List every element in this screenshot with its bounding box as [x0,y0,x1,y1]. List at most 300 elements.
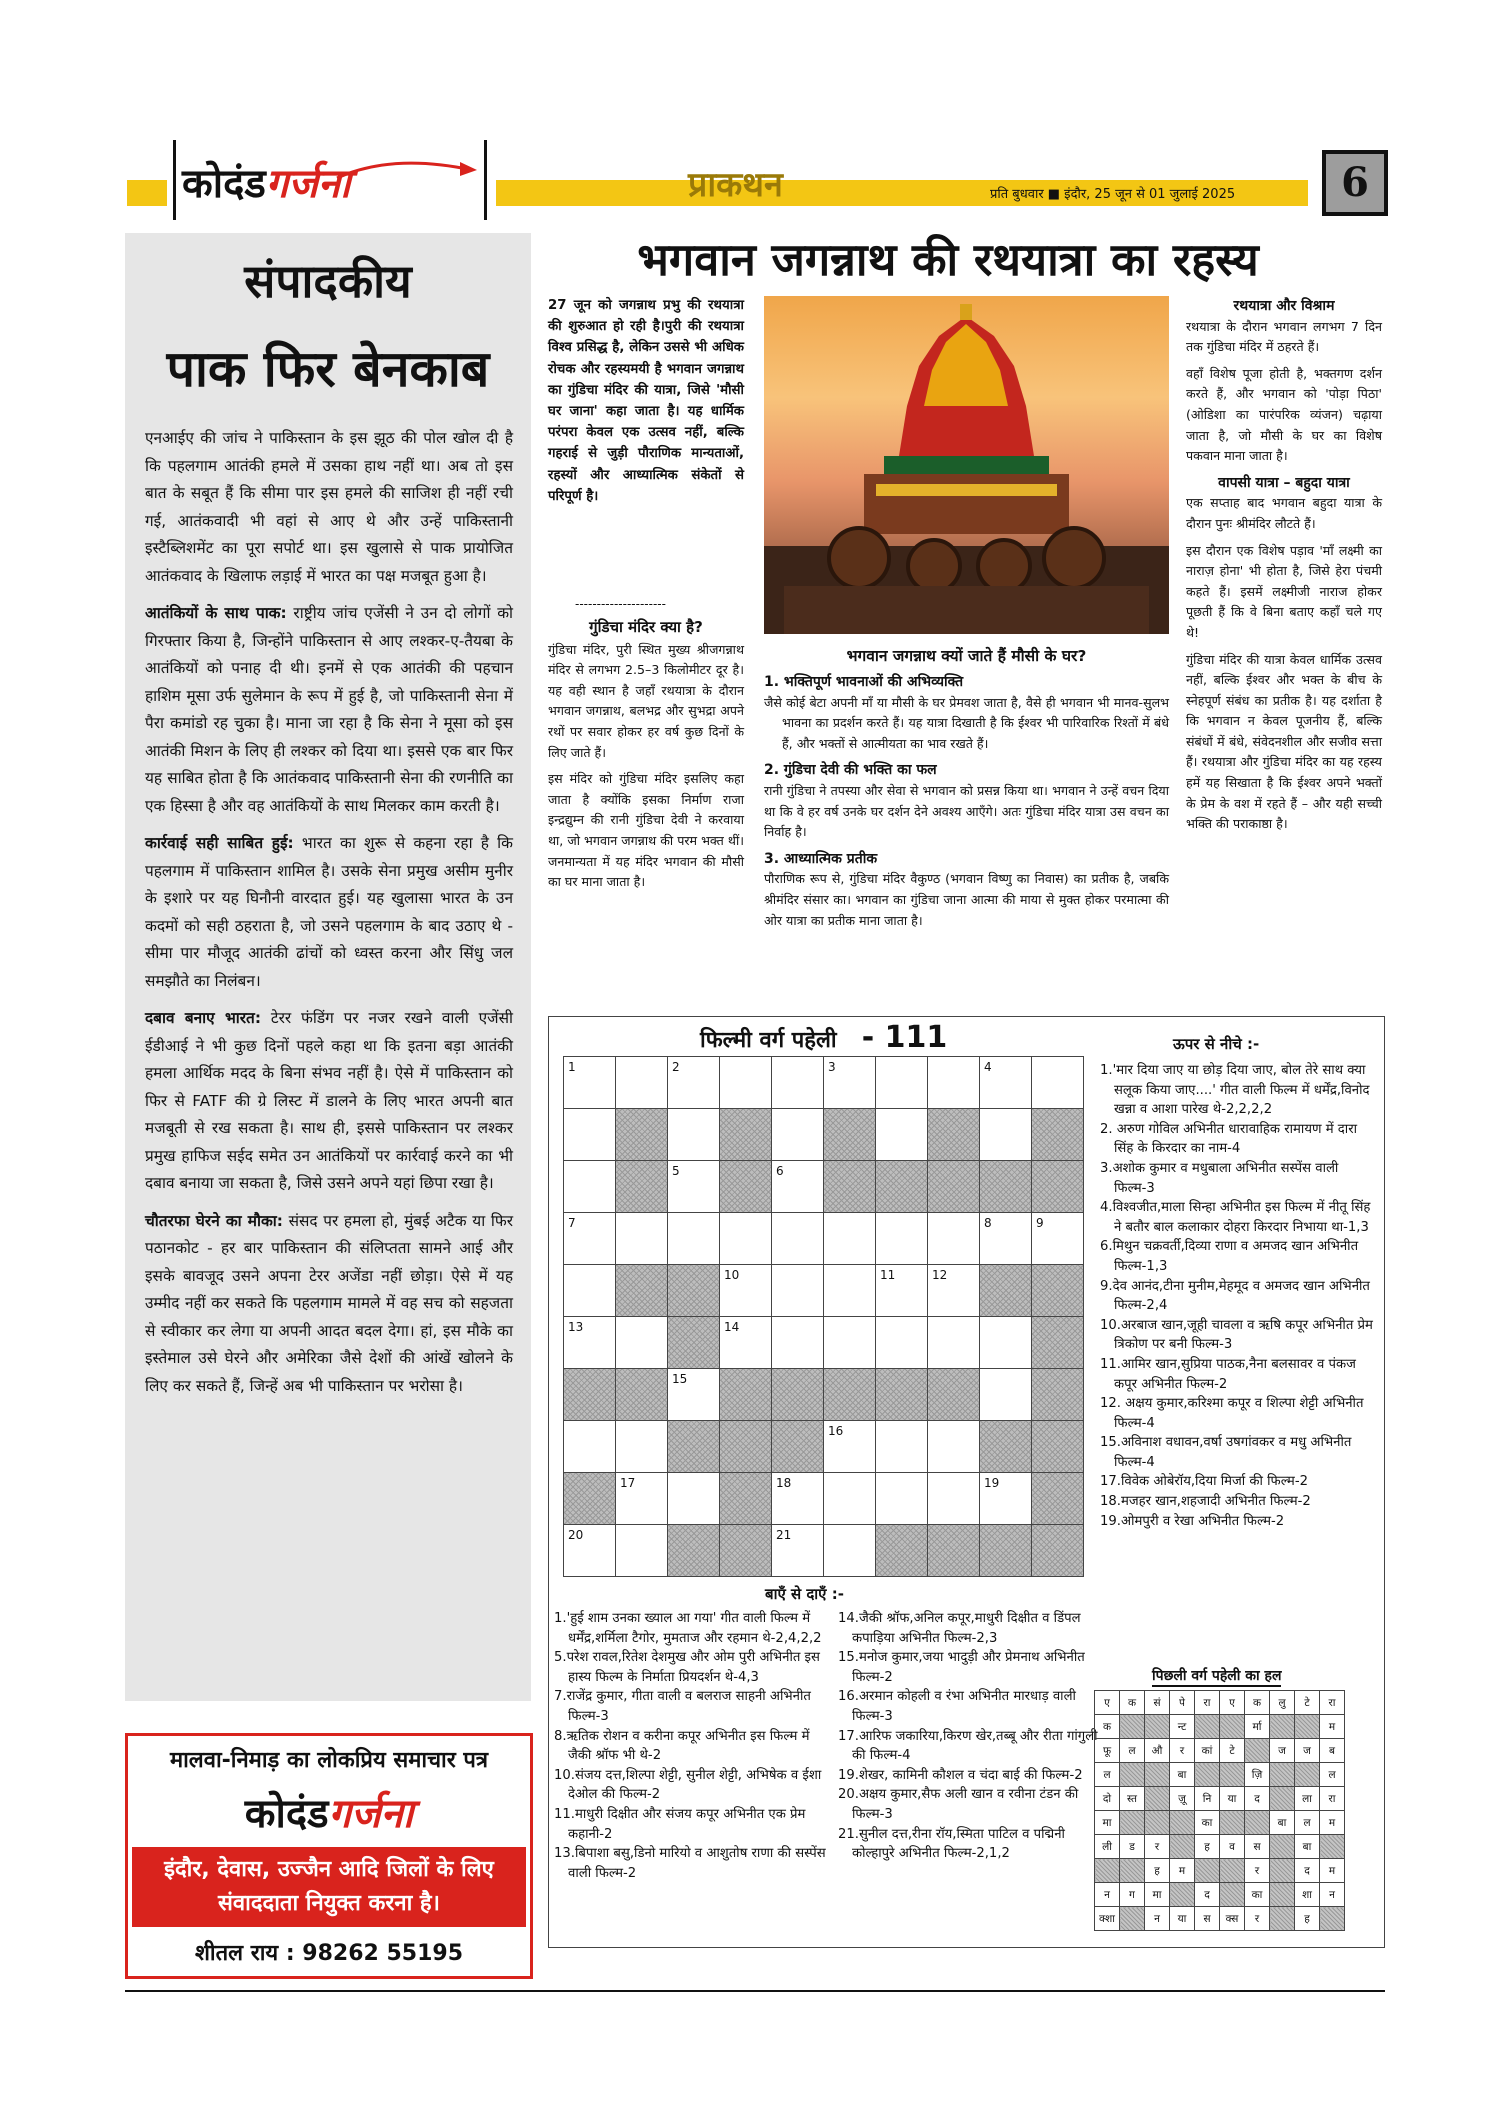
ad-contact: शीतल राय : 98262 55195 [194,1941,464,1966]
crossword-clue-number: 10 [724,1268,740,1282]
solution-cell: स [1195,1907,1220,1931]
solution-cell: ज [1270,1739,1295,1763]
point1-heading: 1. भक्तिपूर्ण भावनाओं की अभिव्यक्ति [764,674,964,690]
crossword-cell [824,1057,876,1109]
masthead-divider [173,140,176,220]
crossword-clue-number: 12 [932,1268,948,1282]
crossword-block-cell [616,1369,668,1421]
solution-block-cell [1120,1811,1145,1835]
crossword-block-cell [772,1421,824,1473]
crossword-block-cell [616,1109,668,1161]
crossword-block-cell [928,1161,980,1213]
crossword-cell [928,1317,980,1369]
crossword-cell [876,1213,928,1265]
section-title: प्राकथन [688,165,783,205]
crossword-clue-number: 7 [568,1216,576,1230]
solution-cell: या [1170,1907,1195,1931]
clue-item: 9.देव आनंद,टीना मुनीम,मेहमूद व अमजद खान अभिनीत फिल्म-2,4 [1100,1278,1370,1314]
crossword-clue-number: 18 [776,1476,792,1490]
crossword-cell [772,1109,824,1161]
solution-cell: ड [1120,1835,1145,1859]
solution-cell: र [1245,1907,1270,1931]
crossword-clue-number: 11 [880,1268,896,1282]
crossword-block-cell [668,1317,720,1369]
editorial-paragraph: चौतरफा घेरने का मौका: संसद पर हमला हो, मुंबई अटैक या फिर पठानकोट - हर बार पाकिस्तान की संलिप्तता सामने आई और इसके बावजूद उसने अपना टेरर अजेंडा नहीं छोड़ा। ऐसे में यह उम्मीद नहीं कर सकते कि पहलगाम मामले में वह सच को सहजता से स्वीकार कर लेगा या अपनी आदत बदल देगा। हां, इस मौके का इस्तेमाल उसे घेरने और अमेरिका जैसे देशों की आंखें खोलने के लिए कर सकते हैं, जिन्हें अब भी पाकिस्तान पर भरोसा है। [145,1211,513,1395]
solution-cell: म [1320,1811,1345,1835]
solution-cell: ह [1295,1907,1320,1931]
masthead-yellow-bar-left [127,180,167,206]
editorial-column [125,233,531,1701]
clue-item: 18.मजहर खान,शहजादी अभिनीत फिल्म-2 [1100,1494,1311,1510]
crossword-block-cell [824,1109,876,1161]
solution-block-cell [1170,1883,1195,1907]
solution-block-cell [1095,1859,1120,1883]
crossword-cell [824,1213,876,1265]
crossword-clue-number: 15 [672,1372,688,1386]
crossword-clue-number: 17 [620,1476,636,1490]
crossword-clue-number: 9 [1036,1216,1044,1230]
solution-block-cell [1220,1715,1245,1739]
crossword-block-cell [668,1525,720,1577]
solution-cell: या [1220,1787,1245,1811]
crossword-cell [876,1317,928,1369]
crossword-title [700,1020,947,1055]
clue-item: 17.आरिफ जकारिया,किरण खेर,तब्बू और रीता गांगुली की फिल्म-4 [838,1728,1098,1764]
clue-item: 17.विवेक ओबेरॉय,दिया मिर्जा की फिल्म-2 [1100,1474,1308,1490]
crossword-cell [980,1473,1032,1525]
crossword-block-cell [928,1525,980,1577]
crossword-cell [668,1161,720,1213]
crossword-cell [668,1057,720,1109]
solution-block-cell [1270,1859,1295,1883]
solution-cell: ज [1295,1739,1320,1763]
crossword-clue-number: 16 [828,1424,844,1438]
clue-item: 10.संजय दत्त,शिल्पा शेट्टी, सुनील शेट्टी, अभिषेक व ईशा देओल की फिल्म-2 [554,1767,822,1803]
down-clues [1100,1061,1380,1531]
solution-cell: ह [1195,1835,1220,1859]
solution-block-cell [1220,1859,1245,1883]
solution-cell: म [1320,1715,1345,1739]
solution-cell: क्शा [1095,1907,1120,1931]
crossword-cell [720,1057,772,1109]
crossword-block-cell [876,1525,928,1577]
crossword-cell [616,1057,668,1109]
crossword-block-cell [1032,1421,1084,1473]
crossword-block-cell [928,1109,980,1161]
solution-cell: व [1220,1835,1245,1859]
down-heading: ऊपर से नीचे :- [1173,1035,1260,1053]
crossword-cell [980,1057,1032,1109]
logo-text-garjana: गर्जना [265,161,351,207]
crossword-block-cell [1032,1369,1084,1421]
solution-cell: स [1245,1835,1270,1859]
solution-block-cell [1270,1715,1295,1739]
solution-cell: टे [1295,1691,1320,1715]
solution-block-cell [1270,1883,1295,1907]
rath-chariot-photo [764,296,1169,634]
crossword-block-cell [928,1369,980,1421]
crossword-cell [720,1317,772,1369]
across-heading: बाएँ से दाएँ :- [765,1585,844,1603]
solution-cell: न [1145,1907,1170,1931]
crossword-block-cell [616,1161,668,1213]
clue-item: 11.माधुरी दिक्षीत और संजय कपूर अभिनीत एक प्रेम कहानी-2 [554,1806,806,1842]
crossword-cell [876,1473,928,1525]
clue-item: 10.अरबाज खान,जूही चावला व ऋषि कपूर अभिनीत प्रेम त्रिकोण पर बनी फिल्म-3 [1100,1317,1373,1353]
crossword-cell [564,1421,616,1473]
crossword-cell [980,1317,1032,1369]
solution-cell: लु [1270,1691,1295,1715]
solution-cell: र [1170,1739,1195,1763]
solution-cell: म [1320,1859,1345,1883]
solution-cell: न्ट [1170,1715,1195,1739]
clue-item: 4.विश्वजीत,माला सिन्हा अभिनीत इस फिल्म में नीतू सिंह ने बतौर बाल कलाकार दोहरा किरदार निभाया था-1,3 [1100,1200,1371,1235]
solution-cell: फू [1095,1739,1120,1763]
clue-item: 21.सुनील दत्त,रीना रॉय,स्मिता पाटिल व पद्मिनी कोल्हापुरे अभिनीत फिल्म-2,1,2 [838,1826,1065,1862]
solution-block-cell [1195,1859,1220,1883]
solution-block-cell [1195,1763,1220,1787]
crossword-cell [668,1369,720,1421]
solution-block-cell [1270,1763,1295,1787]
crossword-cell [980,1213,1032,1265]
article-intro: 27 जून को जगन्नाथ प्रभु की रथयात्रा की शुरुआत हो रही है।पुरी की रथयात्रा विश्व प्रसिद्ध है, लेकिन उससे भी अधिक रोचक और रहस्यमयी है भगवान जगन्नाथ का गुंडिचा मंदिर की यात्रा, जिसे 'मौसी घर जाना' कहा जाता है। यह धार्मिक परंपरा केवल एक उत्सव नहीं, बल्कि गहराई से जुड़ी पौराणिक मान्यताओं, रहस्यों और आध्यात्मिक संकेतों से परिपूर्ण है। [548,298,744,504]
solution-cell: सं [1145,1691,1170,1715]
crossword-block-cell [668,1421,720,1473]
editorial-paragraph: दबाव बनाए भारत: टेरर फंडिंग पर नजर रखने वाली एजेंसी ईडीआई ने भी कुछ दिनों पहले कहा था कि इतना बड़ा आतंकी हमला आर्थिक मदद के बिना संभव नहीं है। ऐसे में पाकिस्तान को फिर से FATF की ग्रे लिस्ट में डालने के लिए भारत अपनी बात मजबूती से रख सकता है। साथ ही, इससे पाकिस्तान पर लश्कर प्रमुख हाफिज सईद समेत उन आतंकियों पर कार्रवाई करने का भी दबाव बनाया जा सकता है, जिसे उसने अपने यहां छिपा रखा है। [145,1009,513,1192]
solution-cell: मा [1145,1883,1170,1907]
solution-cell: ज़ू [1170,1787,1195,1811]
crossword-block-cell [980,1161,1032,1213]
solution-cell: रा [1320,1691,1345,1715]
solution-cell: ज़ि [1245,1763,1270,1787]
crossword-block-cell [980,1525,1032,1577]
solution-cell: क्स [1220,1907,1245,1931]
solution-block-cell [1145,1715,1170,1739]
crossword-cell [1032,1213,1084,1265]
clue-item: 16.अरमान कोहली व रंभा अभिनीत मारधाड़ वाली फिल्म-3 [838,1689,1076,1724]
crossword-clue-number: 21 [776,1528,792,1542]
crossword-cell [772,1317,824,1369]
crossword-block-cell [564,1473,616,1525]
solution-block-cell [1170,1811,1195,1835]
crossword-cell [928,1213,980,1265]
dateline: प्रति बुधवार ■ इंदौर, 25 जून से 01 जुलाई 2025 [990,187,1236,202]
crossword-block-cell [720,1161,772,1213]
return-paragraph-2: इस दौरान एक विशेष पड़ाव 'माँ लक्ष्मी का नाराज़ होना' भी होता है, जिसे हेरा पंचमी कहते हैं। इसमें लक्ष्मीजी नाराज होकर पूछती हैं कि वे बिना बताए कहाँ चले गए थे! [1186,542,1382,640]
solution-cell: क [1245,1691,1270,1715]
crossword-cell [564,1265,616,1317]
rest-paragraph-1: रथयात्रा के दौरान भगवान लगभग 7 दिन तक गुंडिचा मंदिर में ठहरते हैं। [1186,318,1382,355]
crossword-cell [928,1421,980,1473]
solution-block-cell [1320,1907,1345,1931]
across-clues-col1 [554,1609,832,1883]
clue-item: 20.अक्षय कुमार,सैफ अली खान व रवीना टंडन की फिल्म-3 [838,1787,1079,1822]
solution-block-cell [1295,1715,1320,1739]
crossword-cell [928,1265,980,1317]
crossword-block-cell [616,1265,668,1317]
crossword-cell [720,1213,772,1265]
crossword-cell [668,1473,720,1525]
gundicha-section [548,617,744,899]
advertisement-box [125,1733,533,1979]
crossword-cell [564,1213,616,1265]
crossword-cell [564,1525,616,1577]
rest-paragraph-2: वहाँ विशेष पूजा होती है, भक्तगण दर्शन करते हैं, और भगवान को 'पोड़ा पिठा' (ओडिशा का पारंपरिक व्यंजन) चढ़ाया जाता है, जो मौसी के घर का विशेष पकवान माना जाता है। [1186,365,1382,464]
crossword-clue-number: 4 [984,1060,992,1074]
clue-item: 14.जैकी श्रॉफ,अनिल कपूर,माधुरी दिक्षीत व डिंपल कपाड़िया अभिनीत फिल्म-2,3 [838,1611,1081,1646]
crossword-clue-number: 8 [984,1216,992,1230]
crossword-clue-number: 1 [568,1060,576,1074]
crossword-clue-number: 2 [672,1060,680,1074]
solution-block-cell [1120,1763,1145,1787]
solution-cell: क [1120,1691,1145,1715]
crossword-block-cell [668,1265,720,1317]
crossword-cell [668,1109,720,1161]
crossword-block-cell [876,1161,928,1213]
solution-block-cell [1270,1835,1295,1859]
crossword-cell [616,1525,668,1577]
solution-cell: द [1195,1883,1220,1907]
editorial-body [125,425,531,1400]
solution-block-cell [1245,1811,1270,1835]
editorial-label: संपादकीय [244,254,412,308]
crossword-block-cell [1032,1109,1084,1161]
clue-item: 6.मिथुन चक्रवर्ती,दिव्या राणा व अमजद खान अभिनीत फिल्म-1,3 [1100,1239,1359,1274]
crossword-block-cell [720,1473,772,1525]
solution-cell: ह [1145,1859,1170,1883]
solution-cell: दो [1095,1787,1120,1811]
crossword-block-cell [980,1421,1032,1473]
crossword-cell [616,1421,668,1473]
crossword-cell [772,1057,824,1109]
crossword-block-cell [824,1369,876,1421]
crossword-block-cell [720,1369,772,1421]
crossword-cell [876,1421,928,1473]
solution-cell: ल [1095,1763,1120,1787]
crossword-block-cell [1032,1161,1084,1213]
crossword-block-cell [720,1525,772,1577]
solution-block-cell [1120,1907,1145,1931]
solution-block-cell [1270,1907,1295,1931]
crossword-block-cell [1032,1265,1084,1317]
crossword-clue-number: 13 [568,1320,584,1334]
ad-logo: कोदंडगर्जना [244,1791,414,1837]
solution-cell: ला [1295,1787,1320,1811]
solution-block-cell [1320,1835,1345,1859]
solution-cell: ए [1095,1691,1120,1715]
crossword-title-text: फिल्मी वर्ग पहेली [700,1028,837,1053]
crossword-block-cell [824,1161,876,1213]
crossword-cell [772,1473,824,1525]
crossword-cell [928,1057,980,1109]
crossword-cell [928,1473,980,1525]
solution-cell: ली [1095,1835,1120,1859]
crossword-cell [616,1317,668,1369]
crossword-cell [772,1265,824,1317]
gundicha-paragraph-1: गुंडिचा मंदिर, पुरी स्थित मुख्य श्रीजगन्नाथ मंदिर से लगभग 2.5–3 किलोमीटर दूर है। यह वही स्थान है जहाँ रथयात्रा के दौरान भगवान जगन्नाथ, बलभद्र और सुभद्रा अपने रथों पर सवार होकर हर वर्ष कुछ दिनों के लिए जाते हैं। [548,641,744,760]
solution-cell: ल [1320,1763,1345,1787]
solution-cell: बा [1170,1763,1195,1787]
solution-cell: पे [1170,1691,1195,1715]
editorial-paragraph: कार्रवाई सही साबित हुई: भारत का शुरू से कहना रहा है कि पहलगाम में पाकिस्तान शामिल है। उसके सेना प्रमुख असीम मुनीर के इशारे पर यह घिनौनी वारदात हुई। यह खुलासा भारत के उन कदमों को सही ठहराता है, जो उसने पहलगाम के बाद उठाए थे - सीमा पार मौजूद आतंकी ढांचों को ध्वस्त करना और सिंधु जल समझौते का निलंबन। [145,834,513,990]
crossword-block-cell [1032,1473,1084,1525]
solution-cell: ब [1320,1739,1345,1763]
solution-cell: द [1295,1859,1320,1883]
crossword-cell [876,1265,928,1317]
editorial-paragraph: आतंकियों के साथ पाक: राष्ट्रीय जांच एजेंसी ने उन दो लोगों को गिरफ्तार किया है, जिन्होंने पाकिस्तान से आए लश्कर-ए-तैयबा के आतंकियों को पनाह दी थी। इनमें से एक आतंकी की पहचान हाशिम मूसा उर्फ सुलेमान के रूप में हुई है, जो पाकिस्तानी सेना में पैरा कमांडो रह चुका है। माना जा रहा है कि सेना ने मूसा को इस आतंकी मिशन के लिए ही लश्कर को दिया था। इससे एक बार फिर यह साबित होता है कि आतंकवाद पाकिस्तानी सेना की रणनीति का एक हिस्सा है और वह आतंकियों के साथ मिलकर काम करती है। [145,604,513,815]
clue-item: 1.'हुई शाम उनका ख्याल आ गया' गीत वाली फिल्म में धर्मेंद्र,शर्मिला टैगोर, मुमताज और रहमान थे-2,4,2,2 [554,1611,822,1646]
solution-cell: र [1145,1835,1170,1859]
crossword-cell [564,1317,616,1369]
solution-block-cell [1145,1811,1170,1835]
solution-cell: नि [1195,1787,1220,1811]
crossword-block-cell [1032,1525,1084,1577]
solution-cell: र [1245,1859,1270,1883]
clue-item: 15.मनोज कुमार,जया भादुड़ी और प्रेमनाथ अभिनीत फिल्म-2 [838,1650,1085,1685]
solution-block-cell [1220,1883,1245,1907]
return-heading: वापसी यात्रा – बहुदा यात्रा [1218,474,1350,491]
solution-block-cell [1120,1859,1145,1883]
arrow-logo-icon [332,148,482,188]
point3-heading: 3. आध्यात्मिक प्रतीक [764,850,878,867]
solution-cell: ल [1295,1811,1320,1835]
point2-text: रानी गुंडिचा ने तपस्या और सेवा से भगवान को प्रसन्न किया था। भगवान ने उन्हें वचन दिया था कि वे हर वर्ष उनके घर दर्शन देने अवश्य आएँगे। अतः गुंडिचा मंदिर यात्रा उस वचन का निर्वाह है। [764,782,1169,840]
article-headline: भगवान जगन्नाथ की रथयात्रा का रहस्य [637,233,1259,286]
crossword-cell [876,1057,928,1109]
solution-cell: कां [1195,1739,1220,1763]
solution-cell: ग [1120,1883,1145,1907]
crossword-cell [564,1057,616,1109]
solution-block-cell [1145,1763,1170,1787]
solution-cell: ल [1120,1739,1145,1763]
crossword-cell [824,1525,876,1577]
rest-section [1186,296,1382,841]
ad-tagline: मालवा-निमाड़ का लोकप्रिय समाचार पत्र [169,1748,489,1773]
crossword-block-cell [564,1369,616,1421]
clue-item: 5.परेश रावल,रितेश देशमुख और ओम पुरी अभिनीत इस हास्य फिल्म के निर्माता प्रियदर्शन थे-4,3 [554,1650,820,1685]
crossword-cell [824,1265,876,1317]
crossword-cell [980,1369,1032,1421]
crossword-clue-number: 20 [568,1528,584,1542]
crossword-cell [824,1421,876,1473]
solution-cell: स्त [1120,1787,1145,1811]
solution-cell: मा [1095,1811,1120,1835]
solution-cell: औ [1145,1739,1170,1763]
solution-block-cell [1220,1763,1245,1787]
masthead-logo [182,154,351,214]
crossword-cell [616,1473,668,1525]
crossword-cell [720,1265,772,1317]
crossword-cell [772,1525,824,1577]
clue-item: 19.ओमपुरी व रेखा अभिनीत फिल्म-2 [1100,1513,1285,1529]
crossword-block-cell [772,1369,824,1421]
crossword-grid [563,1056,1084,1577]
clue-item: 11.आमिर खान,सुप्रिया पाठक,नैना बलसावर व पंकज कपूर अभिनीत फिल्म-2 [1100,1356,1356,1392]
crossword-block-cell [980,1265,1032,1317]
solution-cell: टे [1220,1739,1245,1763]
clue-item: 19.शेखर, कामिनी कौशल व चंदा बाई की फिल्म-2 [838,1767,1083,1783]
solution-block-cell [1245,1739,1270,1763]
solution-block-cell [1120,1715,1145,1739]
crossword-clue-number: 3 [828,1060,836,1074]
solution-block-cell [1220,1811,1245,1835]
return-paragraph-1: एक सप्ताह बाद भगवान बहुदा यात्रा के दौरान पुनः श्रीमंदिर लौटते हैं। [1186,495,1382,531]
solution-cell: बा [1270,1811,1295,1835]
solution-cell: रा [1320,1787,1345,1811]
crossword-cell [668,1213,720,1265]
crossword-cell [876,1109,928,1161]
crossword-block-cell [720,1421,772,1473]
solution-cell: का [1245,1883,1270,1907]
article-divider: --------------------- [575,597,666,611]
point3-text: पौराणिक रूप से, गुंडिचा मंदिर वैकुण्ठ (भगवान विष्णु का निवास) का प्रतीक है, जबकि श्रीमंदिर संसार का। भगवान का गुंडिचा जाना आत्मा की माया से मुक्त होकर परमात्मा की ओर यात्रा का प्रतीक माना जाता है। [764,871,1169,928]
solution-cell: द [1245,1787,1270,1811]
masthead-divider-2 [484,140,487,220]
rest-heading: रथयात्रा और विश्राम [1233,298,1335,314]
crossword-cell [616,1213,668,1265]
crossword-cell [564,1161,616,1213]
clue-item: 15.अविनाश वधावन,वर्षा उषगांवकर व मधु अभिनीत फिल्म-4 [1100,1435,1352,1470]
crossword-cell [1032,1057,1084,1109]
rath-chariot-icon [764,296,1169,634]
clue-item: 3.अशोक कुमार व मधुबाला अभिनीत सस्पेंस वाली फिल्म-3 [1100,1160,1339,1196]
crossword-clue-number: 6 [776,1164,784,1178]
bottom-rule [125,1990,1385,1992]
crossword-cell [772,1161,824,1213]
logo-text-kodand: कोदंड [182,161,266,207]
editorial-paragraph: एनआईए की जांच ने पाकिस्तान के इस झूठ की पोल खोल दी है कि पहलगाम आतंकी हमले में उसका हाथ नहीं था। अब तो इस बात के सबूत हैं कि सीमा पार इस हमले की साजिश ही नहीं रची गई, आतंकवादी भी वहां से आए थे और उन्हें पाकिस्तानी इस्टैब्लिशमेंट का पूरा सपोर्ट था। इस खुलासे से पाक प्रायोजित आतंकवाद के खिलाफ लड़ाई में भारत का पक्ष मजबूत हुआ है। [145,429,513,585]
solution-cell: रा [1195,1691,1220,1715]
clue-item: 13.बिपाशा बसु,डिनो मारियो व आशुतोष राणा की सस्पेंस वाली फिल्म-2 [554,1846,826,1881]
solution-block-cell [1295,1763,1320,1787]
solution-block-cell [1145,1787,1170,1811]
gundicha-heading: गुंडिचा मंदिर क्या है? [589,618,703,636]
solution-cell: र्मा [1245,1715,1270,1739]
gundicha-paragraph-2: इस मंदिर को गुंडिचा मंदिर इसलिए कहा जाता है क्योंकि इसका निर्माण राजा इन्द्रद्युम्न की रानी गुंडिचा देवी ने करवाया था, जो भगवान जगन्नाथ की परम भक्त थीं। जनमान्यता में यह मंदिर भगवान की मौसी का घर माना जाता है। [548,771,744,890]
solution-cell: न [1320,1883,1345,1907]
clue-item: 7.राजेंद्र कुमार, गीता वाली व बलराज साहनी अभिनीत फिल्म-3 [554,1689,811,1724]
solution-grid [1094,1690,1345,1931]
crossword-clue-number: 14 [724,1320,740,1334]
solution-block-cell [1195,1715,1220,1739]
crossword-clue-number: 19 [984,1476,1000,1490]
solution-cell: ए [1220,1691,1245,1715]
crossword-block-cell [1032,1317,1084,1369]
solution-cell: का [1195,1811,1220,1835]
crossword-clue-number: 5 [672,1164,680,1178]
solution-heading: पिछली वर्ग पहेली का हल [1152,1666,1281,1687]
ad-notice: इंदौर, देवास, उज्जैन आदि जिलों के लिए संवाददाता नियुक्त करना है। [132,1847,526,1927]
crossword-block-cell [876,1369,928,1421]
page-number-box [1322,150,1388,216]
solution-cell: म [1170,1859,1195,1883]
clue-item: 12. अक्षय कुमार,करिश्मा कपूर व शिल्पा शेट्टी अभिनीत फिल्म-4 [1100,1396,1364,1431]
crossword-block-cell [720,1109,772,1161]
across-clues-col2 [838,1609,1100,1864]
why-section [764,672,1169,937]
solution-cell: न [1095,1883,1120,1907]
point2-heading: 2. गुंडिचा देवी की भक्ति का फल [764,762,937,779]
crossword-number: - 111 [861,1020,948,1055]
editorial-headline: पाक फिर बेनकाब [166,339,490,398]
solution-block-cell [1170,1835,1195,1859]
crossword-cell [564,1109,616,1161]
clue-item: 8.ऋतिक रोशन व करीना कपूर अभिनीत इस फिल्म में जैकी श्रॉफ भी थे-2 [554,1728,810,1764]
solution-cell: बा [1295,1835,1320,1859]
clue-item: 1.'मार दिया जाए या छोड़ दिया जाए, बोल तेरे साथ क्या सलूक किया जाए....' गीत वाली फिल्म में धर्मेंद्र,विनोद खन्ना व आशा पारेख थे-2,2,2,2 [1100,1063,1370,1118]
point1-text: जैसे कोई बेटा अपनी माँ या मौसी के घर प्रेमवश जाता है, वैसे ही भगवान भी मानव-सुलभ भावना का प्रदर्शन करते हैं। यह यात्रा दिखाती है कि ईश्वर भी पारिवारिक रिश्तों में बंधे हैं, और भक्तों से आत्मीयता का भाव रखते हैं। [764,694,1169,751]
return-paragraph-3: गुंडिचा मंदिर की यात्रा केवल धार्मिक उत्सव नहीं, बल्कि ईश्वर और भक्त के बीच के स्नेहपूर्ण संबंध का प्रतीक है। यह दर्शाता है कि भगवान न केवल पूजनीय हैं, बल्कि संबंधों में बंधे, संवेदनशील और सजीव सत्ता हैं। रथयात्रा और गुंडिचा मंदिर का यह रहस्य हमें यह सिखाता है कि ईश्वर अपने भक्तों के प्रेम के वश में रहते हैं – और यही सच्ची भक्ति की पराकाष्ठा है। [1186,651,1382,832]
